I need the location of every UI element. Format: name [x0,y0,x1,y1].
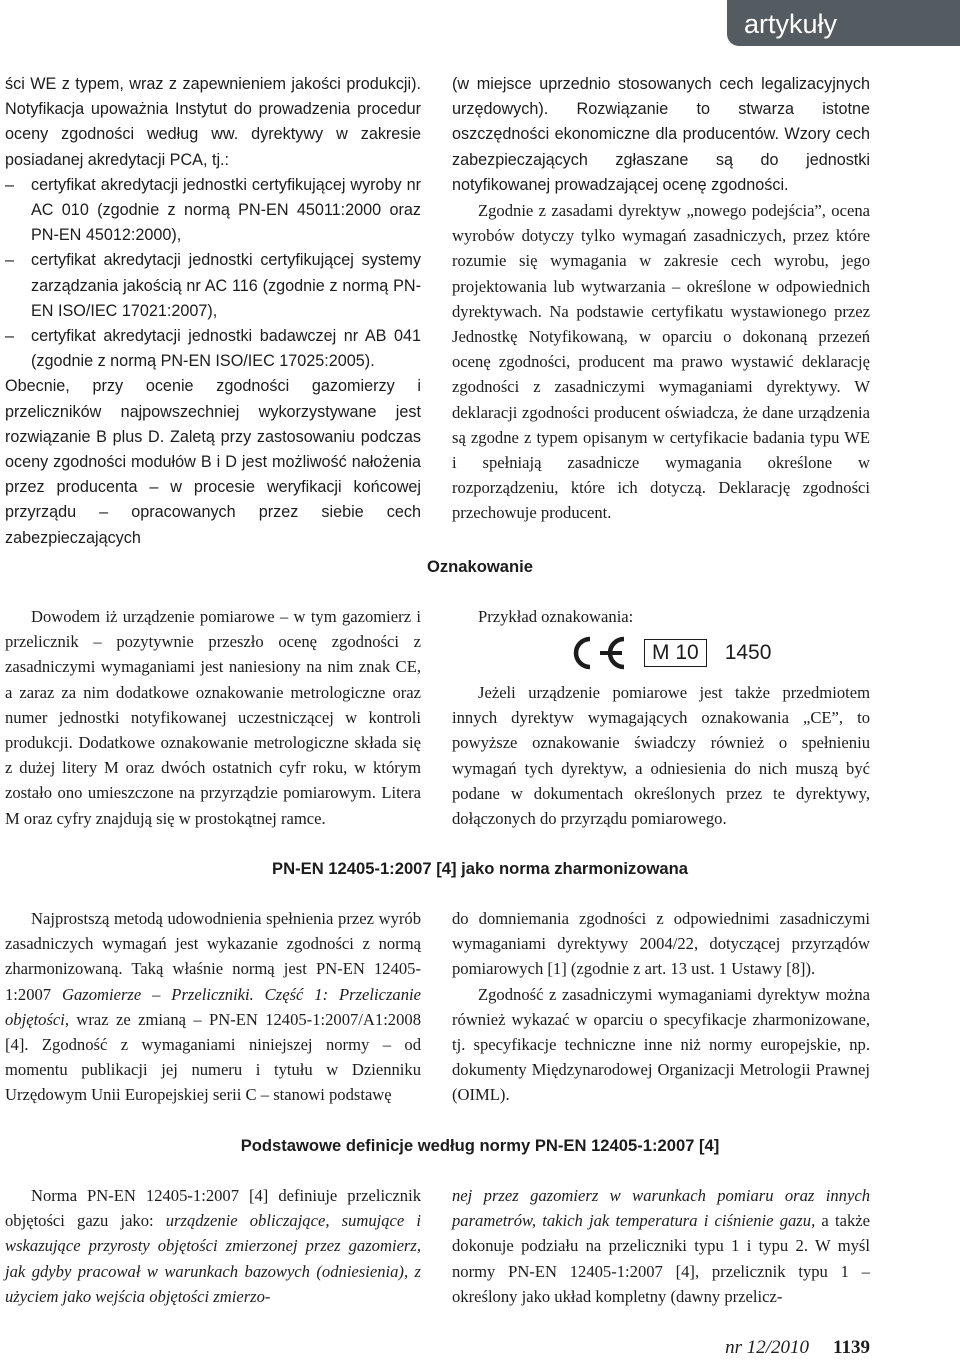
list-item-text: certyfikat akredytacji jednostki certyfikującej systemy zarządzania jakością nr AC 116 (zgodnie z normą PN-EN ISO/IEC 17021:2007), [31,251,421,320]
text-run: a także dokonuje podziału na przeliczniki typu 1 i typu 2. W myśl normy PN-EN 12405-1:2007 [4], przelicznik typu 1 – określony jako układ kompletny (dawny przelicz- [452,1211,870,1306]
body-paragraph: Zgodnie z zasadami dyrektyw „nowego podejścia”, ocena wyrobów dotyczy tylko wymagań zasadniczych, przez które rozumie się wymagania w zakresie cech wyrobu, jego projektowania lub wytwarzania – określone w odpowiednich dyrektywach. Na podstawie certyfikatu wystawionego przez Jednostkę Notyfikowaną, w oparciu o dokonaną przezeń ocenę zgodności, producent ma prawo wystawić deklarację zgodności z zasadniczymi wymaganiami dyrektywy. W deklaracji zgodności producent oświadcza, że dane urządzenia są zgodne z typem opisanym w certyfikacie badania typu WE i spełniają zasadnicze wymagania określone w rozporządzeniu, które ich dotyczą. Deklarację zgodności przechowuje producent. [452,201,870,523]
marking-right-column [452,604,870,629]
section-tab: artykuły [727,0,960,46]
body-paragraph: Dowodem iż urządzenie pomiarowe – w tym gazomierz i przelicznik – pozytywnie przeszło ocenę zgodności z zasadniczymi wymaganiami jest naniesiony na nim znak CE, a zaraz za nim dodatkowe oznakowanie metrologiczne oraz numer jednostki notyfikowanej uczestniczącej w kontroli produkcji. Dodatkowe oznakowanie metrologiczne składa się z dużej litery M oraz dwóch ostatnich cyfr roku, w którym zostało ono umieszczone na przyrządzie pomiarowym. Litera M oraz cyfry znajdują się w prostokątnej ramce. [5,607,421,828]
text-run: , wraz ze zmianą – PN-EN 12405-1:2007/A1:2008 [4]. Zgodność z wymaganiami niniejszej normy – od momentu publikacji jej numeru i tytułu w Dzienniku Urzędowym Unii Europejskiej serii C – stanowi podstawę [5,1009,421,1105]
body-paragraph: Zgodność z zasadniczymi wymaganiami dyrektyw można również wykazać w oparciu o specyfikacje zharmonizowane, tj. specyfikacje techniczne inne niż normy europejskie, np. dokumenty Międzynarodowej Organizacji Metrologii Prawnej (OIML). [452,984,870,1105]
list-item [5,324,421,374]
notified-body-number: 1450 [724,641,772,664]
page-footer [725,1336,870,1360]
section-heading-oznakowanie: Oznakowanie [426,557,534,576]
section-heading-definicje: Podstawowe definicje według normy PN-EN 12405-1:2007 [4] [240,1136,720,1155]
definition-text: nej przez gazomierz w warunkach pomiaru oraz innych parametrów, takich jak temperatura i ciśnienie gazu, [452,1186,870,1231]
norma-right-column [452,906,870,1108]
body-paragraph: do domniemania zgodności z odpowiednimi zasadniczymi wymaganiami dyrektywy 2004/22, dotyczącej przyrządów pomiarowych [1] (zgodnie z art. 13 ust. 1 Ustawy [8]). [452,909,870,979]
dash-bullet: – [5,327,15,346]
list-item [5,173,421,249]
body-paragraph: Jeżeli urządzenie pomiarowe jest także przedmiotem innych dyrektyw wymagających oznakowania „CE”, to powyższe oznakowanie świadczy również o spełnieniu wymagań tych dyrektyw, a odniesienia do nich muszą być podane w dokumentach określonych przez te dyrektywy, dołączonych do przyrządu pomiarowego. [452,683,870,829]
ce-mark-icon [560,635,632,671]
definition-text: urządzenie obliczające, sumujące i wskazujące przyrosty objętości zmierzonej przez gazomierz, jak gdyby pracował w warunkach bazowych (odniesienia), z użyciem jako wejścia objętości zmierzo- [5,1211,421,1306]
norm-title: Gazomierze – Przeliczniki. Część 1: Przeliczanie objętości [5,984,421,1029]
dash-bullet: – [5,251,15,270]
page-number: 1139 [833,1337,870,1358]
marking-left-column [5,604,421,831]
body-paragraph [452,1183,870,1309]
issue-number: nr 12/2010 [725,1337,810,1358]
definicje-left-column [5,1183,421,1309]
marking-right-column-2 [452,680,870,831]
top-right-column [452,72,870,526]
definicje-right-column [452,1183,870,1309]
dash-bullet: – [5,175,15,194]
section-heading-norma: PN-EN 12405-1:2007 [4] jako norma zharmonizowana [272,859,688,878]
ce-marking-example [560,635,771,671]
list-item-text: certyfikat akredytacji jednostki badawczej nr AB 041 (zgodnie z normą PN-EN ISO/IEC 17025:2005). [31,327,421,371]
top-left-column [5,72,421,551]
body-paragraph [5,1183,421,1309]
list-item [5,248,421,324]
body-paragraph: Obecnie, przy ocenie zgodności gazomierzy i przeliczników najpowszechniej wykorzystywane jest rozwiązanie B plus D. Zaletą przy zastosowaniu podczas oceny zgodności modułów B i D jest możliwość nałożenia przez producenta – w procesie weryfikacji końcowej przyrządu – opracowanych przez siebie cech zabezpieczających [5,377,421,547]
list-item-text: certyfikat akredytacji jednostki certyfikującej wyroby nr AC 010 (zgodnie z normą PN-EN 45011:2000 oraz PN-EN 45012:2000), [31,175,421,245]
body-paragraph: (w miejsce uprzednio stosowanych cech legalizacyjnych urzędowych). Rozwiązanie to stwarza istotne oszczędności ekonomiczne dla producentów. Wzory cech zabezpieczających zgłaszane są do jednostki notyfikowanej prowadzającej ocenę zgodności. [452,75,870,194]
example-label: Przykład oznakowania: [478,607,634,626]
norma-left-column [5,906,421,1108]
text-run: Norma PN-EN 12405-1:2007 [4] definiuje przelicznik objętości gazu jako: [5,1186,421,1231]
metrology-mark-box: M 10 [644,639,707,667]
body-paragraph [5,906,421,1108]
text-run: Najprostszą metodą udowodnienia spełnienia przez wyrób zasadniczych wymagań jest wykazanie zgodności z normą zharmonizowaną. Taką właśnie normą jest PN-EN 12405-1:2007 [5,909,421,1004]
intro-paragraph: ści WE z typem, wraz z zapewnieniem jakości produkcji). Notyfikacja upoważnia Instytut do prowadzenia procedur oceny zgodności według ww. dyrektywy w zakresie posiadanej akredytacji PCA, tj.: [5,75,421,169]
